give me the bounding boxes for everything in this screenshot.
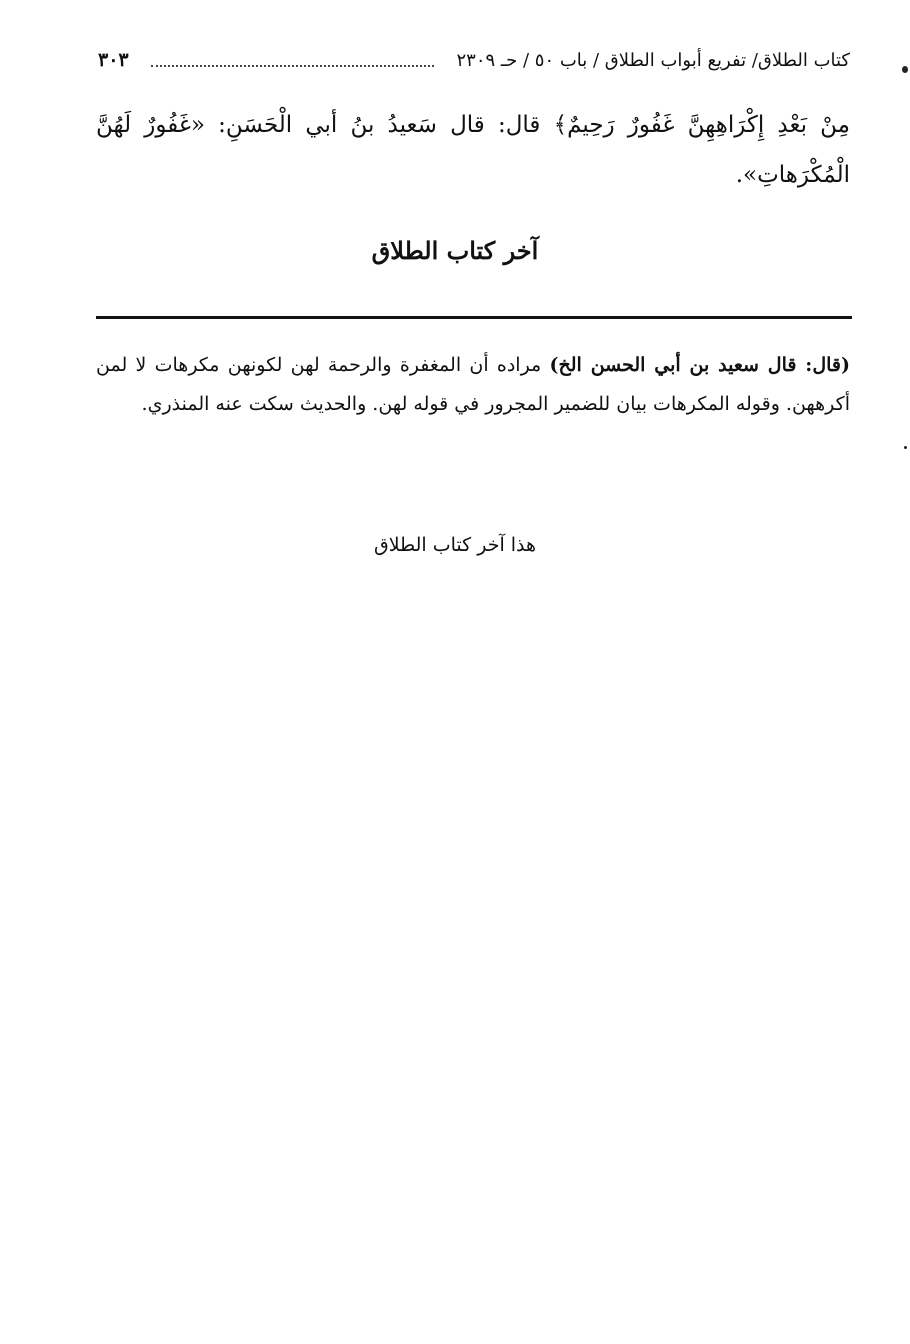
section-end-heading: آخر كتاب الطلاق xyxy=(371,236,539,265)
running-header xyxy=(98,44,850,76)
scan-mark xyxy=(902,66,908,73)
hadith-text: مِنْ بَعْدِ إِكْرَاهِهِنَّ غَفُورٌ رَحِيمٌ﴾ قال: قال سَعيدُ بنُ أبي الْحَسَنِ: «غَفُورٌ لَهُنَّ الْمُكْرَهاتِ». xyxy=(96,112,850,188)
page-number: ٣٠٣ xyxy=(98,49,129,71)
header-title: كتاب الطلاق/ تفريع أبواب الطلاق / باب ٥٠ / حـ ٢٣٠٩ xyxy=(456,49,850,71)
commentary-footnote xyxy=(96,346,850,424)
footnote-lead: (قال: قال سعيد بن أبي الحسن الخ) xyxy=(549,354,850,376)
header-dot-leader xyxy=(151,65,435,67)
closing-line: هذا آخر كتاب الطلاق xyxy=(373,534,537,556)
footnote-body: مراده أن المغفرة والرحمة لهن لكونهن مكرهات لا لمن أكرههن. وقوله المكرهات بيان للضمير المجرور في قوله لهن. والحديث سكت عنه المنذري. xyxy=(96,354,850,415)
scan-mark xyxy=(904,446,907,449)
footnote-separator xyxy=(96,316,852,319)
